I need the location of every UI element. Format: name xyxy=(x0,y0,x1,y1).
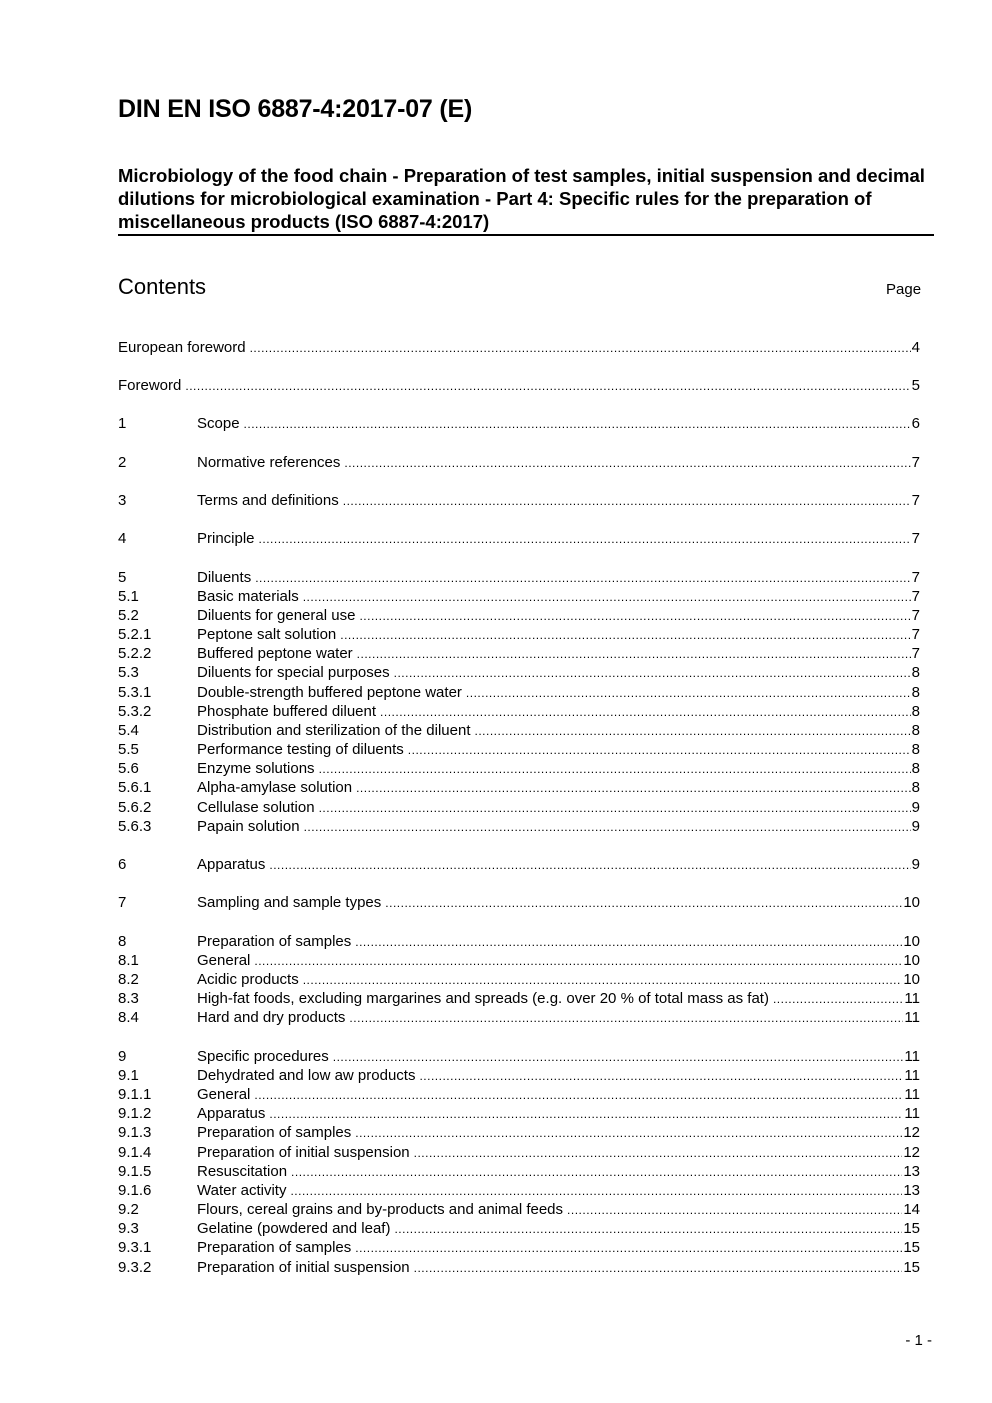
toc-entry-number: 5.6.3 xyxy=(118,818,152,835)
toc-entry-number: 1 xyxy=(118,415,127,432)
toc-dot-leader xyxy=(255,568,910,588)
toc-dot-leader xyxy=(344,453,910,473)
toc-entry-page: 15 xyxy=(903,1220,920,1237)
toc-entry-title: Hard and dry products xyxy=(197,1009,346,1026)
toc-entry-page: 7 xyxy=(911,492,920,509)
toc-entry-page: 12 xyxy=(903,1144,920,1161)
toc-entry[interactable] xyxy=(118,625,920,644)
toc-entry-number: 9.3.2 xyxy=(118,1259,152,1276)
toc-entry[interactable] xyxy=(118,759,920,778)
page-column-label: Page xyxy=(886,281,922,298)
toc-entry-title: Buffered peptone water xyxy=(197,645,353,662)
toc-dot-leader xyxy=(340,625,910,645)
toc-entry-number: 7 xyxy=(118,894,127,911)
toc-entry[interactable] xyxy=(118,1008,920,1027)
toc-entry[interactable] xyxy=(118,1047,920,1066)
toc-entry-title: Double-strength buffered peptone water xyxy=(197,684,462,701)
toc-entry-number: 5.3 xyxy=(118,664,139,681)
toc-entry-page: 11 xyxy=(904,1086,920,1103)
toc-entry[interactable] xyxy=(118,1258,920,1277)
toc-dot-leader xyxy=(254,951,902,971)
toc-dot-leader xyxy=(355,932,902,952)
toc-entry-number: 5.6.1 xyxy=(118,779,152,796)
toc-entry-number: 5.3.2 xyxy=(118,703,152,720)
toc-entry[interactable] xyxy=(118,663,920,682)
toc-entry-page: 12 xyxy=(903,1124,920,1141)
toc-entry-number: 8.2 xyxy=(118,971,139,988)
toc-entry[interactable] xyxy=(118,855,920,874)
toc-entry-page: 10 xyxy=(903,971,920,988)
toc-entry-page: 14 xyxy=(903,1201,920,1218)
toc-entry-page: 7 xyxy=(911,530,920,547)
toc-entry-number: 9.1.2 xyxy=(118,1105,152,1122)
toc-entry-title: Foreword xyxy=(118,377,182,394)
toc-entry-page: 15 xyxy=(903,1259,920,1276)
toc-entry-page: 7 xyxy=(911,569,920,586)
toc-entry-title: Specific procedures xyxy=(197,1048,329,1065)
toc-entry[interactable] xyxy=(118,683,920,702)
toc-dot-leader xyxy=(185,376,910,396)
toc-entry[interactable] xyxy=(118,1143,920,1162)
toc-entry-title: Preparation of samples xyxy=(197,1124,352,1141)
toc-entry-number: 9 xyxy=(118,1048,127,1065)
toc-entry-page: 7 xyxy=(911,588,920,605)
toc-entry-page: 13 xyxy=(903,1182,920,1199)
toc-entry-page: 8 xyxy=(911,741,920,758)
toc-entry-number: 9.3.1 xyxy=(118,1239,152,1256)
toc-entry-number: 9.1.5 xyxy=(118,1163,152,1180)
toc-entry-title: Alpha-amylase solution xyxy=(197,779,353,796)
toc-entry-page: 11 xyxy=(904,1048,920,1065)
toc-entry-number: 8 xyxy=(118,933,127,950)
toc-entry-page: 10 xyxy=(903,894,920,911)
toc-entry-page: 10 xyxy=(903,933,920,950)
toc-dot-leader xyxy=(259,529,911,549)
toc-dot-leader xyxy=(357,644,911,664)
toc-entry[interactable] xyxy=(118,1219,920,1238)
toc-entry-number: 5.6 xyxy=(118,760,139,777)
toc-entry-title: Preparation of samples xyxy=(197,933,352,950)
toc-dot-leader xyxy=(394,663,911,683)
toc-dot-leader xyxy=(475,721,911,741)
toc-dot-leader xyxy=(466,683,911,703)
toc-entry-title: Terms and definitions xyxy=(197,492,339,509)
toc-entry-title: Dehydrated and low aw products xyxy=(197,1067,416,1084)
toc-entry-number: 9.1.6 xyxy=(118,1182,152,1199)
toc-entry-number: 9.2 xyxy=(118,1201,139,1218)
toc-entry-title: Papain solution xyxy=(197,818,300,835)
toc-dot-leader xyxy=(244,414,911,434)
toc-entry-number: 5.6.2 xyxy=(118,799,152,816)
toc-entry-number: 9.1 xyxy=(118,1067,139,1084)
toc-entry-page: 9 xyxy=(911,818,920,835)
toc-entry-page: 11 xyxy=(904,990,920,1007)
toc-entry-page: 9 xyxy=(911,856,920,873)
toc-entry[interactable] xyxy=(118,606,920,625)
toc-entry-page: 6 xyxy=(911,415,920,432)
toc-entry-page: 8 xyxy=(911,760,920,777)
toc-entry-number: 3 xyxy=(118,492,127,509)
toc-entry-title: Diluents for special purposes xyxy=(197,664,390,681)
toc-entry-title: Phosphate buffered diluent xyxy=(197,703,377,720)
toc-dot-leader xyxy=(567,1200,902,1220)
toc-dot-leader xyxy=(319,798,911,818)
toc-dot-leader xyxy=(304,817,911,837)
toc-entry-page: 7 xyxy=(911,454,920,471)
toc-dot-leader xyxy=(385,893,902,913)
toc-entry[interactable] xyxy=(118,568,920,587)
toc-entry[interactable] xyxy=(118,587,920,606)
toc-entry-title: Basic materials xyxy=(197,588,299,605)
toc-entry-title: Apparatus xyxy=(197,856,266,873)
toc-entry-number: 8.4 xyxy=(118,1009,139,1026)
toc-entry-title: Sampling and sample types xyxy=(197,894,382,911)
toc-dot-leader xyxy=(359,606,910,626)
toc-entry-number: 5.5 xyxy=(118,741,139,758)
toc-dot-leader xyxy=(380,702,911,722)
toc-dot-leader xyxy=(269,855,910,875)
toc-entry-page: 8 xyxy=(911,703,920,720)
toc-entry-number: 5.2.1 xyxy=(118,626,152,643)
toc-dot-leader xyxy=(343,491,911,511)
toc-entry-page: 11 xyxy=(904,1067,920,1084)
toc-dot-leader xyxy=(356,778,911,798)
toc-dot-leader xyxy=(269,1104,903,1124)
toc-entry[interactable] xyxy=(118,702,920,721)
toc-entry[interactable] xyxy=(118,989,920,1008)
toc-dot-leader xyxy=(303,587,911,607)
footer-page-number: - 1 - xyxy=(905,1332,932,1349)
toc-dot-leader xyxy=(773,989,903,1009)
toc-dot-leader xyxy=(250,338,911,358)
toc-dot-leader xyxy=(414,1143,903,1163)
toc-entry[interactable] xyxy=(118,817,920,836)
toc-entry[interactable] xyxy=(118,1085,920,1104)
toc-entry[interactable] xyxy=(118,491,920,510)
toc-dot-leader xyxy=(303,970,903,990)
toc-entry-title: Scope xyxy=(197,415,240,432)
toc-entry-title: Normative references xyxy=(197,454,341,471)
toc-entry[interactable] xyxy=(118,798,920,817)
toc-entry-title: Peptone salt solution xyxy=(197,626,337,643)
document-title: DIN EN ISO 6887-4:2017-07 (E) xyxy=(118,95,473,123)
toc-dot-leader xyxy=(355,1123,902,1143)
toc-entry[interactable] xyxy=(118,740,920,759)
toc-entry-number: 5.3.1 xyxy=(118,684,152,701)
toc-entry-title: Performance testing of diluents xyxy=(197,741,404,758)
toc-entry-title: Enzyme solutions xyxy=(197,760,315,777)
toc-entry[interactable] xyxy=(118,778,920,797)
toc-entry[interactable] xyxy=(118,414,920,433)
toc-entry-page: 15 xyxy=(903,1239,920,1256)
toc-entry-page: 13 xyxy=(903,1163,920,1180)
toc-entry-number: 4 xyxy=(118,530,127,547)
toc-entry-number: 9.1.3 xyxy=(118,1124,152,1141)
toc-entry[interactable] xyxy=(118,644,920,663)
toc-entry[interactable] xyxy=(118,1181,920,1200)
toc-entry-title: General xyxy=(197,1086,251,1103)
toc-entry-page: 11 xyxy=(904,1105,920,1122)
toc-entry-page: 5 xyxy=(911,377,920,394)
document-subtitle: Microbiology of the food chain - Preparation of test samples, initial suspension and decimal dilutions for microbiological examination - Part 4: Specific rules for the preparation of miscellaneous products (ISO 6887-4:2017) xyxy=(118,164,934,236)
toc-entry-number: 9.1.4 xyxy=(118,1144,152,1161)
toc-dot-leader xyxy=(355,1238,902,1258)
toc-entry-number: 6 xyxy=(118,856,127,873)
toc-entry-title: Flours, cereal grains and by-products and animal feeds xyxy=(197,1201,564,1218)
toc-entry[interactable] xyxy=(118,338,920,357)
toc-entry[interactable] xyxy=(118,529,920,548)
toc-entry-number: 2 xyxy=(118,454,127,471)
toc-entry-title: Apparatus xyxy=(197,1105,266,1122)
toc-entry-title: Cellulase solution xyxy=(197,799,315,816)
toc-entry-title: Preparation of initial suspension xyxy=(197,1259,410,1276)
toc-entry-page: 11 xyxy=(904,1009,920,1026)
toc-entry-title: Gelatine (powdered and leaf) xyxy=(197,1220,391,1237)
toc-entry[interactable] xyxy=(118,376,920,395)
toc-entry-title: European foreword xyxy=(118,339,246,356)
toc-entry[interactable] xyxy=(118,1238,920,1257)
toc-entry-page: 8 xyxy=(911,684,920,701)
toc-entry-title: Acidic products xyxy=(197,971,299,988)
toc-entry[interactable] xyxy=(118,932,920,951)
toc-entry-title: Diluents for general use xyxy=(197,607,356,624)
toc-entry[interactable] xyxy=(118,1123,920,1142)
toc-entry-number: 9.3 xyxy=(118,1220,139,1237)
toc-entry-page: 10 xyxy=(903,952,920,969)
toc-dot-leader xyxy=(419,1066,903,1086)
toc-dot-leader xyxy=(319,759,911,779)
toc-entry-title: High-fat foods, excluding margarines and spreads (e.g. over 20 % of total mass as fat) xyxy=(197,990,769,1007)
toc-entry-title: Preparation of samples xyxy=(197,1239,352,1256)
toc-entry[interactable] xyxy=(118,893,920,912)
toc-entry[interactable] xyxy=(118,1200,920,1219)
toc-entry-number: 5 xyxy=(118,569,127,586)
toc-entry-page: 8 xyxy=(911,664,920,681)
toc-entry-title: General xyxy=(197,952,251,969)
toc-dot-leader xyxy=(414,1258,903,1278)
toc-entry-title: Preparation of initial suspension xyxy=(197,1144,410,1161)
toc-dot-leader xyxy=(290,1181,902,1201)
toc-entry[interactable] xyxy=(118,1162,920,1181)
toc-dot-leader xyxy=(291,1162,902,1182)
toc-entry-title: Resuscitation xyxy=(197,1163,288,1180)
toc-entry-title: Principle xyxy=(197,530,255,547)
toc-entry[interactable] xyxy=(118,970,920,989)
toc-dot-leader xyxy=(394,1219,902,1239)
toc-entry-page: 4 xyxy=(911,339,920,356)
toc-entry-title: Water activity xyxy=(197,1182,287,1199)
toc-entry-page: 7 xyxy=(911,626,920,643)
toc-entry-title: Distribution and sterilization of the diluent xyxy=(197,722,471,739)
toc-entry-number: 8.3 xyxy=(118,990,139,1007)
toc-entry-page: 8 xyxy=(911,722,920,739)
toc-dot-leader xyxy=(349,1008,903,1028)
toc-entry[interactable] xyxy=(118,453,920,472)
toc-entry[interactable] xyxy=(118,1104,920,1123)
toc-entry-page: 8 xyxy=(911,779,920,796)
toc-entry-number: 8.1 xyxy=(118,952,139,969)
toc-entry-number: 5.2 xyxy=(118,607,139,624)
toc-entry-number: 5.2.2 xyxy=(118,645,152,662)
toc-entry-page: 7 xyxy=(911,645,920,662)
toc-entry-page: 9 xyxy=(911,799,920,816)
toc-entry-number: 5.4 xyxy=(118,722,139,739)
toc-entry-number: 9.1.1 xyxy=(118,1086,152,1103)
toc-entry-page: 7 xyxy=(911,607,920,624)
toc-dot-leader xyxy=(333,1047,904,1067)
toc-entry[interactable] xyxy=(118,951,920,970)
contents-heading: Contents xyxy=(118,274,207,299)
toc-entry-title: Diluents xyxy=(197,569,252,586)
toc-dot-leader xyxy=(254,1085,903,1105)
toc-entry[interactable] xyxy=(118,721,920,740)
toc-entry[interactable] xyxy=(118,1066,920,1085)
toc-dot-leader xyxy=(408,740,911,760)
toc-entry-number: 5.1 xyxy=(118,588,139,605)
